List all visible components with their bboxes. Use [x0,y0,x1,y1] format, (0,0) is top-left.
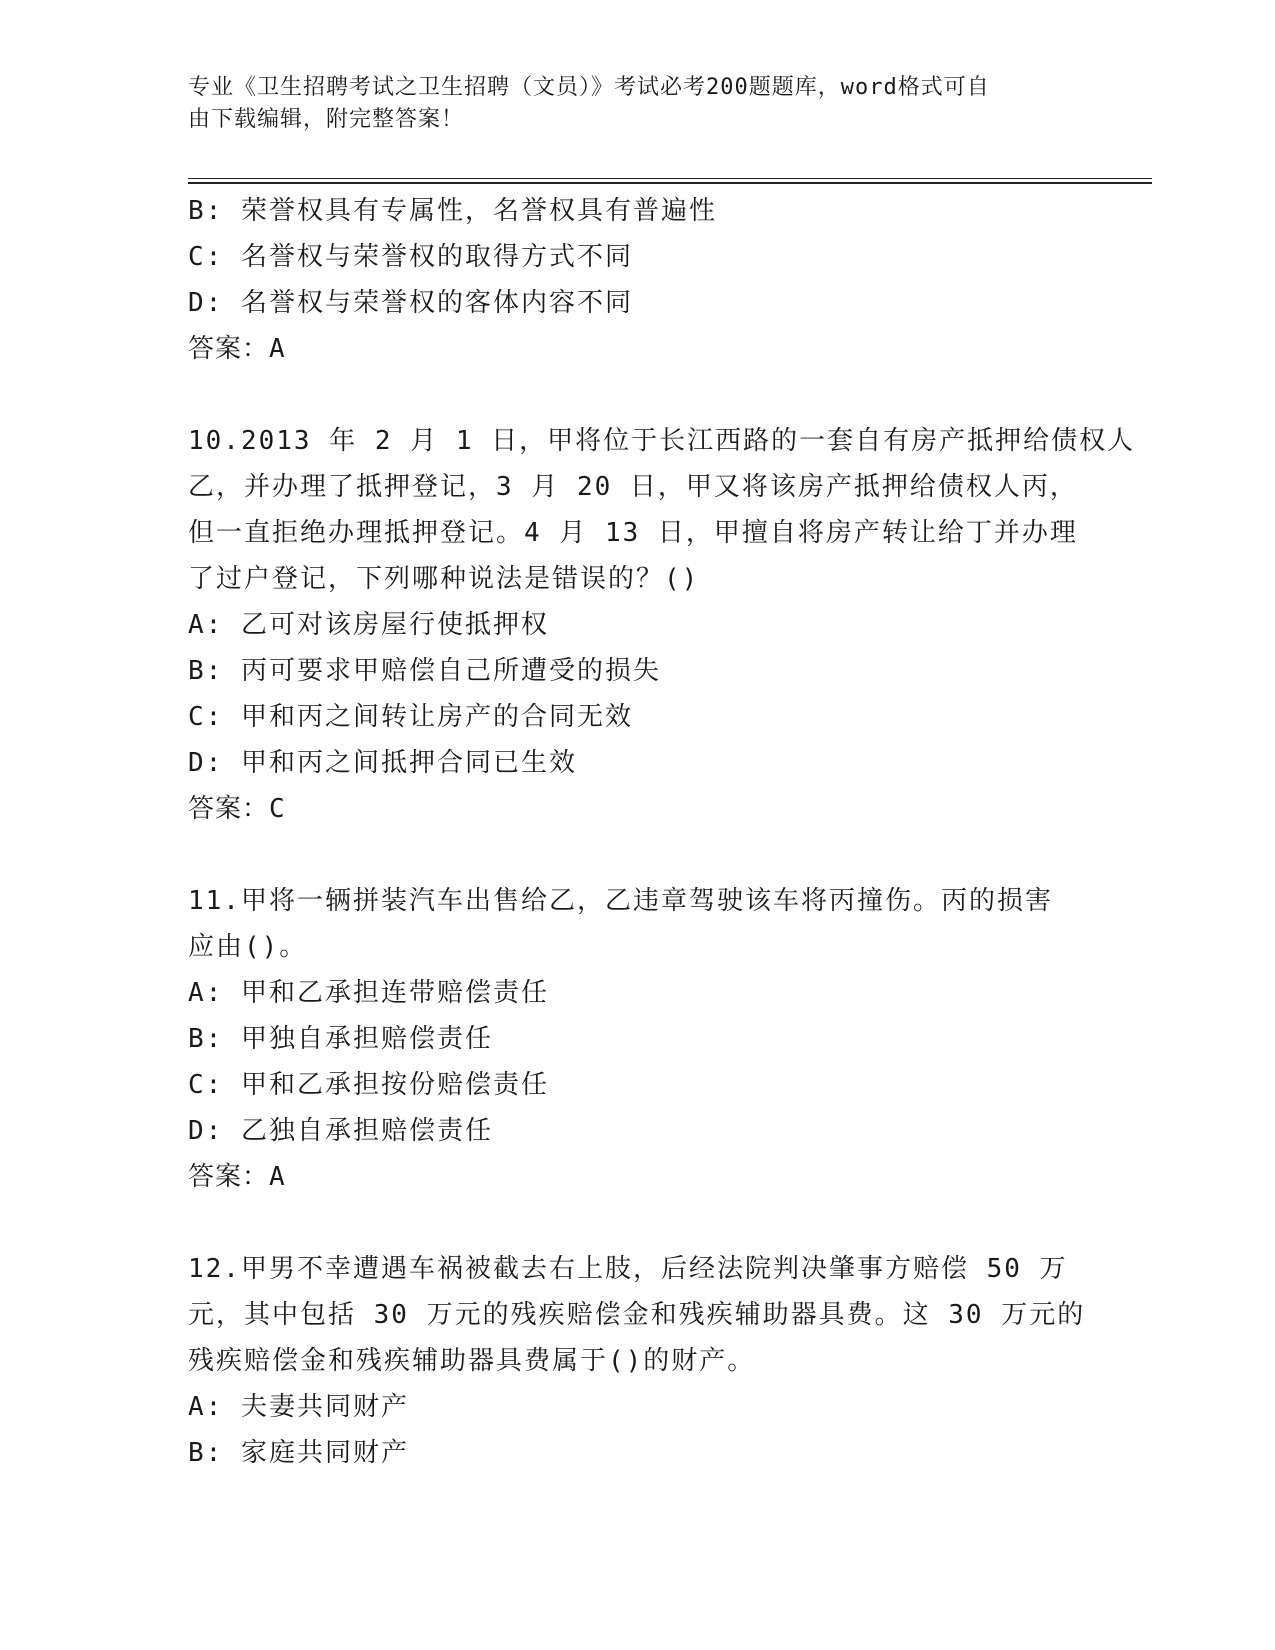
question-12 [188,1246,1088,1476]
option-d [188,740,1088,786]
option-a [188,602,1088,648]
option-letter: B: [188,656,224,686]
option-text: 乙可对该房屋行使抵押权 [240,610,549,640]
question-11 [188,878,1088,1200]
header-divider-thick [188,182,1152,184]
question-stem-line: 但一直拒绝办理抵押登记。4 月 13 日，甲擅自将房产转让给丁并办理 [188,518,1078,548]
question-stem-line: 元，其中包括 30 万元的残疾赔偿金和残疾辅助器具费。这 30 万元的 [188,1300,1086,1330]
option-text: 甲和丙之间转让房产的合同无效 [240,702,633,732]
question-stem [188,878,1088,970]
option-a [188,970,1088,1016]
option-b [188,1016,1088,1062]
continued-question [188,188,1088,372]
header-line-1: 专业《卫生招聘考试之卫生招聘（文员）》考试必考200题题库，word格式可自 [188,75,990,100]
question-stem [188,1246,1088,1384]
option-d [188,1108,1088,1154]
option-letter: C: [188,702,224,732]
answer-line [188,786,1088,832]
answer-value: A [269,1162,286,1192]
option-text: 名誉权与荣誉权的取得方式不同 [240,242,633,272]
option-letter: B: [188,1024,224,1054]
header-divider-thin [188,178,1152,179]
option-text: 名誉权与荣誉权的客体内容不同 [240,288,633,318]
question-stem-line: 11.甲将一辆拼装汽车出售给乙，乙违章驾驶该车将丙撞伤。丙的损害 [188,886,1053,916]
option-letter: A: [188,1392,224,1422]
option-a [188,1384,1088,1430]
spacer [188,372,1088,418]
option-letter: D: [188,748,224,778]
answer-label: 答案： [188,334,270,364]
spacer [188,1200,1088,1246]
answer-value: A [269,334,286,364]
answer-label: 答案： [188,794,270,824]
option-text: 甲和乙承担连带赔偿责任 [240,978,549,1008]
option-d [188,280,1088,326]
option-letter: D: [188,1116,224,1146]
question-10 [188,418,1136,832]
option-text: 丙可要求甲赔偿自己所遭受的损失 [240,656,661,686]
option-b [188,648,1088,694]
question-stem-line: 应由()。 [188,932,308,962]
spacer [188,832,1088,878]
question-stem-line: 乙，并办理了抵押登记，3 月 20 日，甲又将该房产抵押给债权人丙， [188,472,1078,502]
question-stem-line: 残疾赔偿金和残疾辅助器具费属于()的财产。 [188,1346,756,1376]
option-text: 甲和丙之间抵押合同已生效 [240,748,577,778]
option-text: 甲和乙承担按份赔偿责任 [240,1070,549,1100]
option-text: 乙独自承担赔偿责任 [240,1116,493,1146]
answer-value: C [269,794,286,824]
option-text: 甲独自承担赔偿责任 [240,1024,493,1054]
option-c [188,1062,1088,1108]
option-letter: A: [188,978,224,1008]
answer-label: 答案： [188,1162,270,1192]
option-letter: C: [188,1070,224,1100]
option-text: 荣誉权具有专属性，名誉权具有普遍性 [240,196,717,226]
option-letter: B: [188,1438,224,1468]
option-text: 夫妻共同财产 [240,1392,409,1422]
document-header [188,72,1068,136]
option-letter: C: [188,242,224,272]
option-b [188,1430,1088,1476]
option-b [188,188,1088,234]
option-text: 家庭共同财产 [240,1438,409,1468]
answer-line [188,326,1088,372]
answer-line [188,1154,1088,1200]
option-letter: D: [188,288,224,318]
question-stem-line: 12.甲男不幸遭遇车祸被截去右上肢，后经法院判决肇事方赔偿 50 万 [188,1254,1068,1284]
option-c [188,694,1088,740]
header-line-2: 由下载编辑，附完整答案！ [188,107,465,132]
option-c [188,234,1088,280]
option-letter: B: [188,196,224,226]
question-stem-line: 了过户登记，下列哪种说法是错误的？() [188,564,700,594]
question-stem-line: 10.2013 年 2 月 1 日，甲将位于长江西路的一套自有房产抵押给债权人 [188,426,1136,456]
question-stem [188,418,1136,602]
question-content [188,188,1136,1476]
option-letter: A: [188,610,224,640]
